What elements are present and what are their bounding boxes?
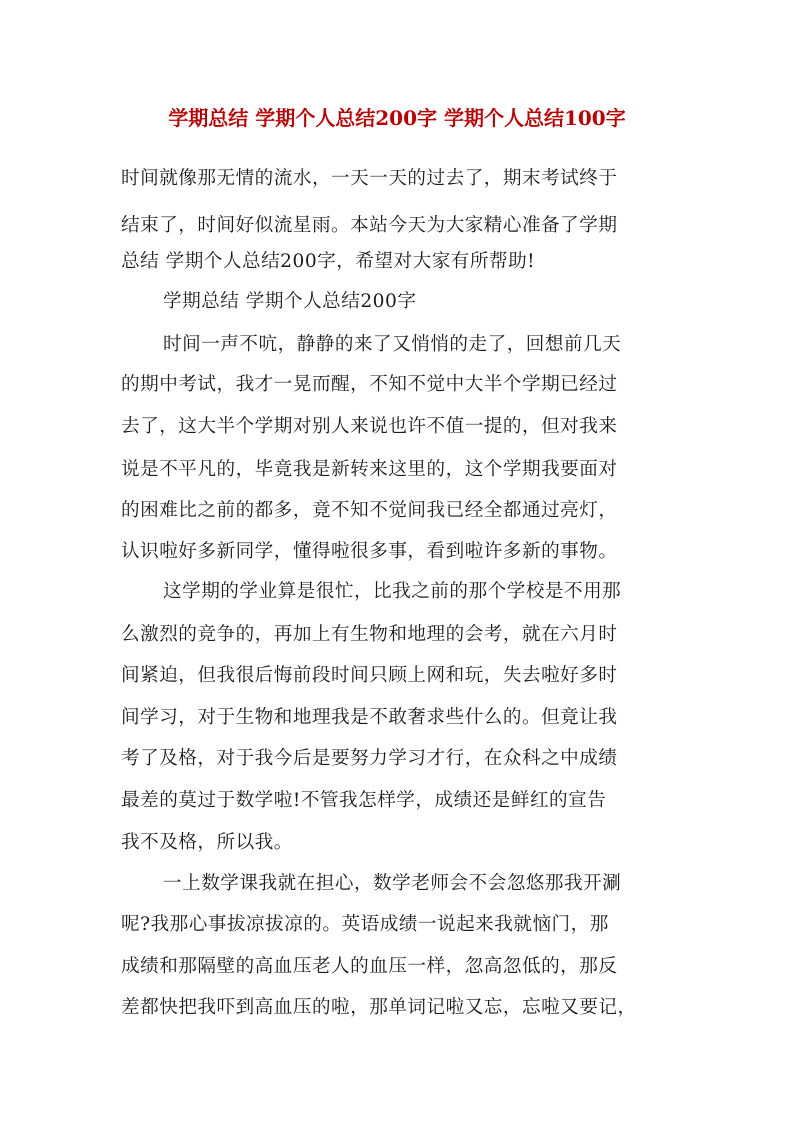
paragraph-line: 认识啦好多新同学，懂得啦很多事，看到啦许多新的事物。 <box>121 541 618 562</box>
paragraph-line: 结束了，时间好似流星雨。本站今天为大家精心准备了学期 <box>121 215 618 236</box>
paragraph-line: 成绩和那隔壁的高血压老人的血压一样，忽高忽低的，那反 <box>121 956 618 977</box>
paragraph-line: 最差的莫过于数学啦!不管我怎样学，成绩还是鲜红的宣告 <box>121 790 607 811</box>
paragraph-line: 间学习，对于生物和地理我是不敢奢求些什么的。但竟让我 <box>121 707 618 728</box>
paragraph-line: 考了及格，对于我今后是要努力学习才行，在众科之中成绩 <box>121 748 618 769</box>
section-heading: 学期总结 学期个人总结200字 <box>163 291 417 312</box>
paragraph-line: 时间一声不吭，静静的来了又悄悄的走了，回想前几天 <box>163 334 622 355</box>
paragraph-line: 总结 学期个人总结200字，希望对大家有所帮助! <box>121 251 536 272</box>
paragraph-line: 一上数学课我就在担心，数学老师会不会忽悠那我开涮 <box>163 873 622 894</box>
paragraph-line: 呢?我那心事拔凉拔凉的。英语成绩一说起来我就恼门，那 <box>121 914 609 935</box>
paragraph-line: 时间就像那无情的流水，一天一天的过去了，期末考试终于 <box>121 168 618 189</box>
paragraph-line: 的期中考试，我才一晃而醒，不知不觉中大半个学期已经过 <box>121 374 618 395</box>
document-title: 学期总结 学期个人总结200字 学期个人总结100字 <box>168 106 626 130</box>
paragraph-line: 差都快把我吓到高血压的啦，那单词记啦又忘，忘啦又要记， <box>121 997 637 1018</box>
paragraph-line: 我不及格，所以我。 <box>121 832 293 853</box>
paragraph-line: 的困难比之前的都多，竟不知不觉间我已经全都通过亮灯， <box>121 500 618 521</box>
paragraph-line: 说是不平凡的，毕竟我是新转来这里的，这个学期我要面对 <box>121 459 618 480</box>
paragraph-line: 么激烈的竞争的，再加上有生物和地理的会考，就在六月时 <box>121 624 618 645</box>
paragraph-line: 间紧迫，但我很后悔前段时间只顾上网和玩，失去啦好多时 <box>121 665 618 686</box>
paragraph-line: 这学期的学业算是很忙，比我之前的那个学校是不用那 <box>163 581 622 602</box>
paragraph-line: 去了，这大半个学期对别人来说也许不值一提的，但对我来 <box>121 416 618 437</box>
